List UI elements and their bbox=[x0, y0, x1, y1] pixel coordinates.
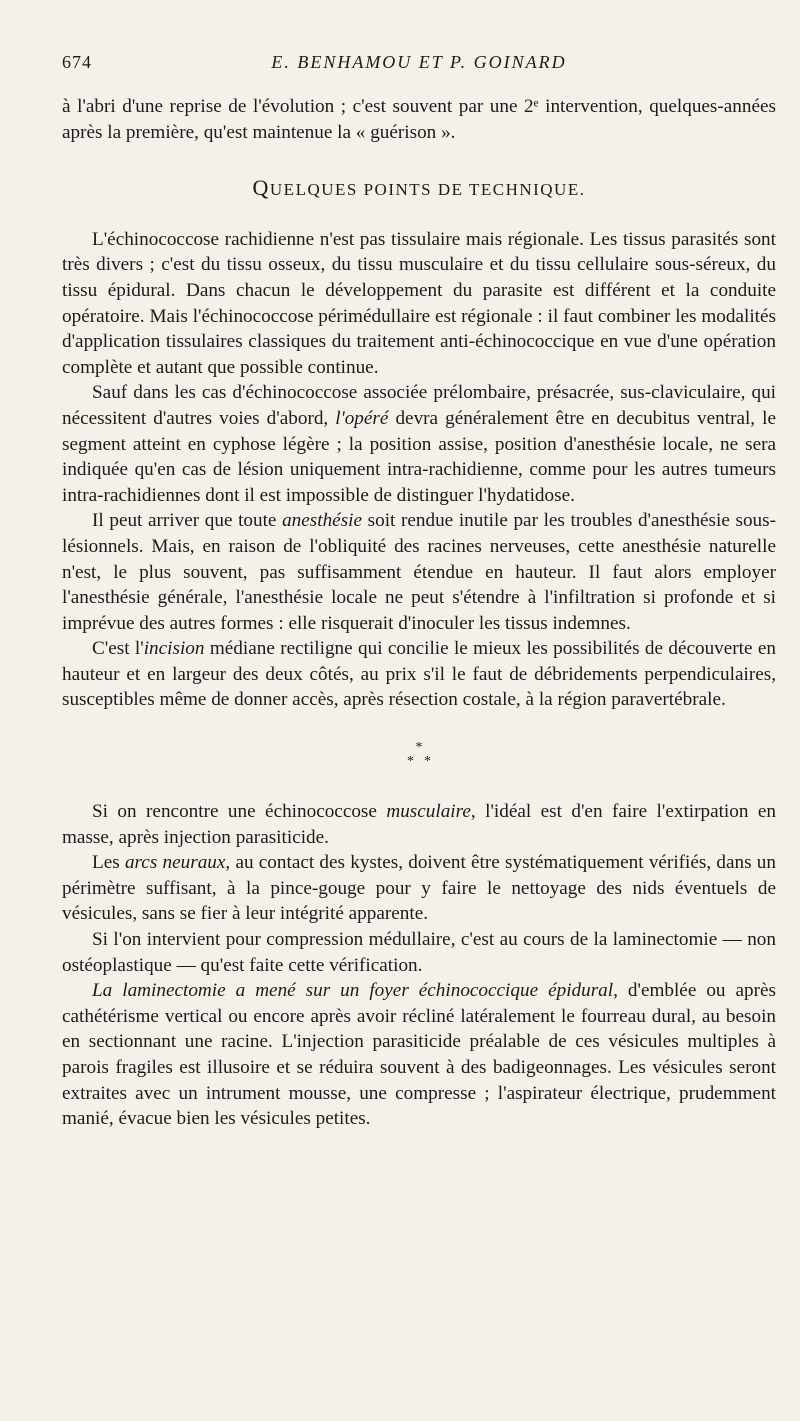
paragraph-3-emphasis: anesthésie bbox=[282, 510, 363, 532]
paragraph-5-text-a: Si on rencontre une échinococcose bbox=[92, 801, 387, 823]
paragraph-8 bbox=[62, 978, 776, 1132]
paragraph-6-text-b: , au contact des kystes, doivent être systématiquement vérifiés, dans un périmètre suffisant, à la pince-gouge pour y faire le nettoyage des nids éventuels de vésicules, sans se fier à leur intégrité apparente. bbox=[62, 852, 776, 925]
paragraph-8-emphasis: La laminectomie a mené sur un foyer échinococcique épidural, bbox=[92, 980, 618, 1002]
section-title-cap: Q bbox=[252, 175, 270, 201]
body-text bbox=[62, 94, 776, 1132]
section-title bbox=[62, 175, 776, 203]
paragraph-3-text-a: Il peut arriver que toute bbox=[92, 510, 283, 532]
paragraph-6 bbox=[62, 850, 776, 927]
paragraph-2 bbox=[62, 380, 776, 508]
paragraph-1: L'échinococcose rachidienne n'est pas tissulaire mais régionale. Les tissus parasités sont très divers ; c'est du tissu osseux, du tissu musculaire et du tissu cellulaire sous-séreux, du tissu épidural. Dans chacun le développement du parasite est différent et la conduite opératoire. Mais l'échinococcose périmédullaire est régionale : il faut combiner les modalités d'application tissulaires classiques du traitement anti-échinococcique en vue d'une opération complète et autant que possible continue. bbox=[62, 228, 776, 378]
paragraph-6-emphasis: arcs neuraux bbox=[124, 852, 226, 874]
page-number: 674 bbox=[62, 52, 92, 72]
paragraph-4-text-b: médiane rectiligne qui concilie le mieux les possibilités de découverte en hauteur et en largeur des deux côtés, au prix s'il le faut de débridements perpendiculaires, susceptibles même de donner accès, après résection costale, à la région paravertébrale. bbox=[62, 638, 776, 711]
page bbox=[62, 52, 776, 1132]
paragraph-2-text-b: devra généralement être en decubitus ventral, le segment atteint en cyphose légère ; la position assise, position d'anesthésie locale, ne sera indiquée qu'en cas de lésion uniquement intra-rachidienne, comme pour les autres tumeurs intra-rachidiennes dont il est impossible de distinguer l'hydatidose. bbox=[62, 407, 776, 506]
running-head bbox=[62, 52, 776, 80]
paragraph-8-text-b: d'emblée ou après cathétérisme vertical ou encore après avoir récliné latéralement le fourreau dural, au besoin en sectionnant une racine. L'injection parasiticide préalable de ces vésicules multiples à parois fragiles est illusoire et se réduira souvent à des badigeonnages. Les vésicules seront extraites avec un intrument mousse, une compresse ; l'aspirateur électrique, prudemment manié, évacue bien les vésicules petites. bbox=[62, 980, 776, 1130]
paragraph-4-emphasis: incision bbox=[143, 638, 205, 660]
paragraph-5 bbox=[62, 799, 776, 850]
paragraph-2-text-a: Sauf dans les cas d'échinococcose associée prélombaire, présacrée, sus-claviculaire, qui nécessitent d'autres voies d'abord, bbox=[62, 382, 776, 429]
paragraph-4 bbox=[62, 636, 776, 713]
paragraph-3 bbox=[62, 508, 776, 636]
paragraph-7: Si l'on intervient pour compression médullaire, c'est au cours de la laminectomie — non ostéoplastique — qu'est faite cette vérification. bbox=[62, 929, 776, 976]
paragraph-5-text-b: , l'idéal est d'en faire l'extirpation en masse, après injection parasiticide. bbox=[62, 801, 776, 848]
paragraph-5-emphasis: musculaire bbox=[386, 801, 471, 823]
running-head-authors: E. BENHAMOU ET P. GOINARD bbox=[271, 52, 567, 72]
paragraph-2-emphasis: l'opéré bbox=[335, 407, 389, 429]
paragraph-3-text-b: soit rendue inutile par les troubles d'anesthésie sous-lésionnels. Mais, en raison de l'obliquité des racines nerveuses, cette anesthésie naturelle n'est, le plus souvent, pas suffisamment étendue en hauteur. Il faut alors employer l'anesthésie générale, l'anesthésie locale ne peut s'étendre à l'infiltration si profonde et si imprévue des autres formes : elle risquerait d'inoculer les tissus indemnes. bbox=[62, 510, 776, 634]
asterism bbox=[62, 741, 776, 769]
section-title-rest: UELQUES POINTS DE TECHNIQUE. bbox=[269, 180, 586, 200]
paragraph-6-text-a: Les bbox=[92, 852, 125, 874]
intro-paragraph: à l'abri d'une reprise de l'évolution ; c'est souvent par une 2ᵉ intervention, quelques-années après la première, qu'est maintenue la « guérison ». bbox=[62, 96, 776, 143]
paragraph-4-text-a: C'est l' bbox=[92, 638, 144, 660]
asterism-top: * bbox=[415, 740, 423, 756]
asterism-bottom: ** bbox=[407, 754, 441, 770]
